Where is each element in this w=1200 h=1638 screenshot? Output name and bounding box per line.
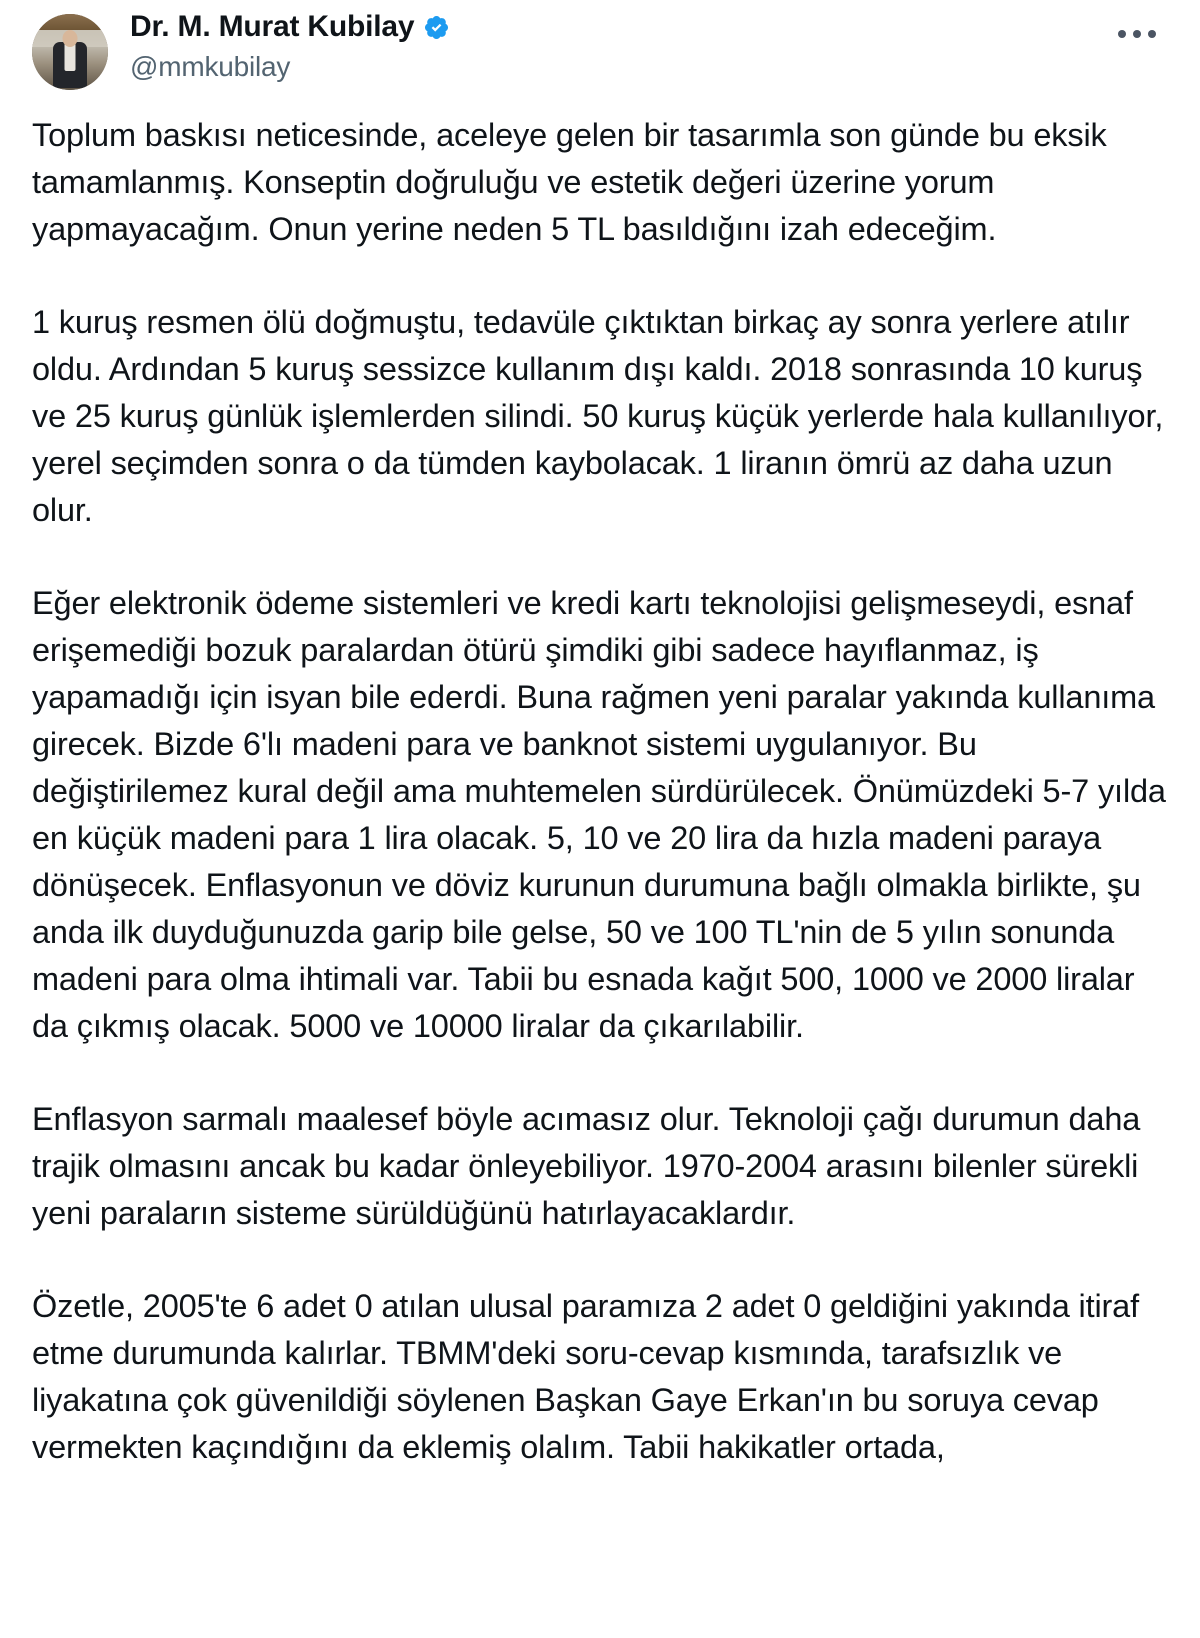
more-options-dot-2	[1133, 30, 1141, 38]
verified-badge-icon	[423, 14, 450, 41]
author-handle[interactable]: @mmkubilay	[130, 51, 291, 82]
more-options-icon[interactable]	[1112, 24, 1162, 44]
tweet-paragraph: Enflasyon sarmalı maalesef böyle acımasız olur. Teknoloji çağı durumun daha trajik olmasını ancak bu kadar önleyebiliyor. 1970-2004 arasını bilenler sürekli yeni paraların sisteme sürüldüğünü hatırlayacaklardır.	[32, 1101, 1141, 1231]
tweet-paragraph: 1 kuruş resmen ölü doğmuştu, tedavüle çıktıktan birkaç ay sonra yerlere atılır oldu. Ardından 5 kuruş sessizce kullanım dışı kaldı. 2018 sonrasında 10 kuruş ve 25 kuruş günlük işlemlerden silindi. 50 kuruş küçük yerlerde hala kullanılıyor, yerel seçimden sonra o da tümden kaybolacak. 1 liranın ömrü az daha uzun olur.	[32, 304, 1164, 528]
author-info	[130, 12, 450, 83]
tweet-paragraph: Özetle, 2005'te 6 adet 0 atılan ulusal paramıza 2 adet 0 geldiğini yakında itiraf etme durumunda kalırlar. TBMM'deki soru-cevap kısmında, tarafsızlık ve liyakatına çok güvenildiği söylenen Başkan Gaye Erkan'ın bu soruya cevap vermekten kaçındığını da eklemiş olalım. Tabii hakikatler ortada,	[32, 1288, 1139, 1465]
avatar-figure-head	[63, 30, 78, 47]
more-options-dot-1	[1118, 30, 1126, 38]
display-name-row	[130, 12, 450, 42]
tweet-paragraph: Toplum baskısı neticesinde, aceleye gelen bir tasarımla son günde bu eksik tamamlanmış. Konseptin doğruluğu ve estetik değeri üzerine yorum yapmayacağım. Onun yerine neden 5 TL basıldığını izah edeceğim.	[32, 117, 1107, 247]
tweet-paragraph: Eğer elektronik ödeme sistemleri ve kredi kartı teknolojisi gelişmeseydi, esnaf erişemediği bozuk paralardan ötürü şimdiki gibi sadece hayıflanmaz, iş yapamadığı için isyan bile ederdi. Buna rağmen yeni paralar yakında kullanıma girecek. Bizde 6'lı madeni para ve banknot sistemi uygulanıyor. Bu değiştirilemez kural değil ama muhtemelen sürdürülecek. Önümüzdeki 5-7 yılda en küçük madeni para 1 lira olacak. 5, 10 ve 20 lira da hızla madeni paraya dönüşecek. Enflasyonun ve döviz kurunun durumuna bağlı olmakla birlikte, şu anda ilk duyduğunuzda garip bile gelse, 50 ve 100 TL'nin de 5 yılın sonunda madeni para olma ihtimali var. Tabii bu esnada kağıt 500, 1000 ve 2000 liralar da çıkmış olacak. 5000 ve 10000 liralar da çıkarılabilir.	[32, 585, 1166, 1044]
author-display-name[interactable]: Dr. M. Murat Kubilay	[130, 10, 415, 43]
tweet-header	[28, 8, 1172, 96]
avatar[interactable]	[32, 14, 108, 90]
more-options-dot-3	[1148, 30, 1156, 38]
avatar-figure-shirt	[65, 43, 76, 71]
tweet-text-body	[28, 112, 1172, 1471]
